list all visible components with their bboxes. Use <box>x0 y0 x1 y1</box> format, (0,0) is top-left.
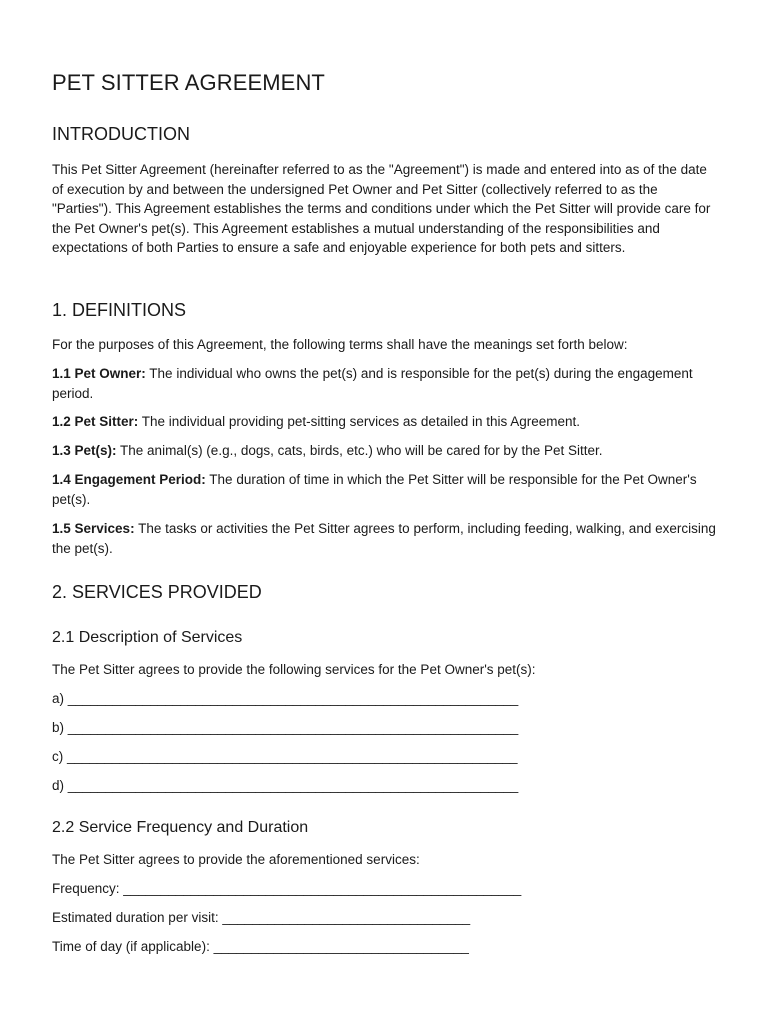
description-heading: 2.1 Description of Services <box>52 629 243 646</box>
service-line-b[interactable]: b) ____________________________________________________________ <box>52 720 519 735</box>
time-of-day-field[interactable]: Time of day (if applicable): __________________________________ <box>52 939 469 954</box>
introduction-heading: INTRODUCTION <box>52 124 190 144</box>
definition-item <box>52 412 717 432</box>
definition-item <box>52 441 717 461</box>
definition-text: The animal(s) (e.g., dogs, cats, birds, etc.) who will be cared for by the Pet Sitter. <box>116 443 603 458</box>
introduction-text: This Pet Sitter Agreement (hereinafter referred to as the "Agreement") is made and entered into as of the date of execution by and between the undersigned Pet Owner and Pet Sitter (collectively referred to as the "Parties"). This Agreement establishes the terms and conditions under which the Pet Sitter will provide care for the Pet Owner's pet(s). This Agreement establishes a mutual understanding of the responsibilities and expectations of both Parties to ensure a safe and enjoyable experience for both pets and sitters. <box>52 162 711 256</box>
definition-text: The duration of time in which the Pet Sitter will be responsible for the Pet Owner's pet(s). <box>52 472 697 507</box>
definition-item <box>52 364 717 403</box>
definition-term: 1.5 Services: <box>52 521 135 536</box>
definition-item <box>52 519 717 558</box>
definition-text: The individual providing pet-sitting services as detailed in this Agreement. <box>138 414 581 429</box>
description-intro: The Pet Sitter agrees to provide the following services for the Pet Owner's pet(s): <box>52 662 536 677</box>
definition-item <box>52 470 717 509</box>
frequency-intro: The Pet Sitter agrees to provide the aforementioned services: <box>52 852 420 867</box>
definition-term: 1.2 Pet Sitter: <box>52 414 139 429</box>
frequency-field[interactable]: Frequency: _____________________________________________________ <box>52 881 522 896</box>
frequency-heading: 2.2 Service Frequency and Duration <box>52 819 309 836</box>
duration-field[interactable]: Estimated duration per visit: _________________________________ <box>52 910 471 925</box>
definitions-heading: 1. DEFINITIONS <box>52 300 187 320</box>
definition-term: 1.1 Pet Owner: <box>52 366 146 381</box>
service-line-a[interactable]: a) ____________________________________________________________ <box>52 691 519 706</box>
definition-text: The tasks or activities the Pet Sitter agrees to perform, including feeding, walking, and exercising the pet(s). <box>52 521 716 556</box>
document-title: PET SITTER AGREEMENT <box>52 70 325 95</box>
definition-term: 1.4 Engagement Period: <box>52 472 206 487</box>
definition-term: 1.3 Pet(s): <box>52 443 117 458</box>
definition-text: The individual who owns the pet(s) and is responsible for the pet(s) during the engagement period. <box>52 366 693 401</box>
service-line-d[interactable]: d) ____________________________________________________________ <box>52 778 519 793</box>
service-line-c[interactable]: c) ____________________________________________________________ <box>52 749 518 764</box>
definitions-intro: For the purposes of this Agreement, the following terms shall have the meanings set forth below: <box>52 337 628 352</box>
services-heading: 2. SERVICES PROVIDED <box>52 582 262 602</box>
